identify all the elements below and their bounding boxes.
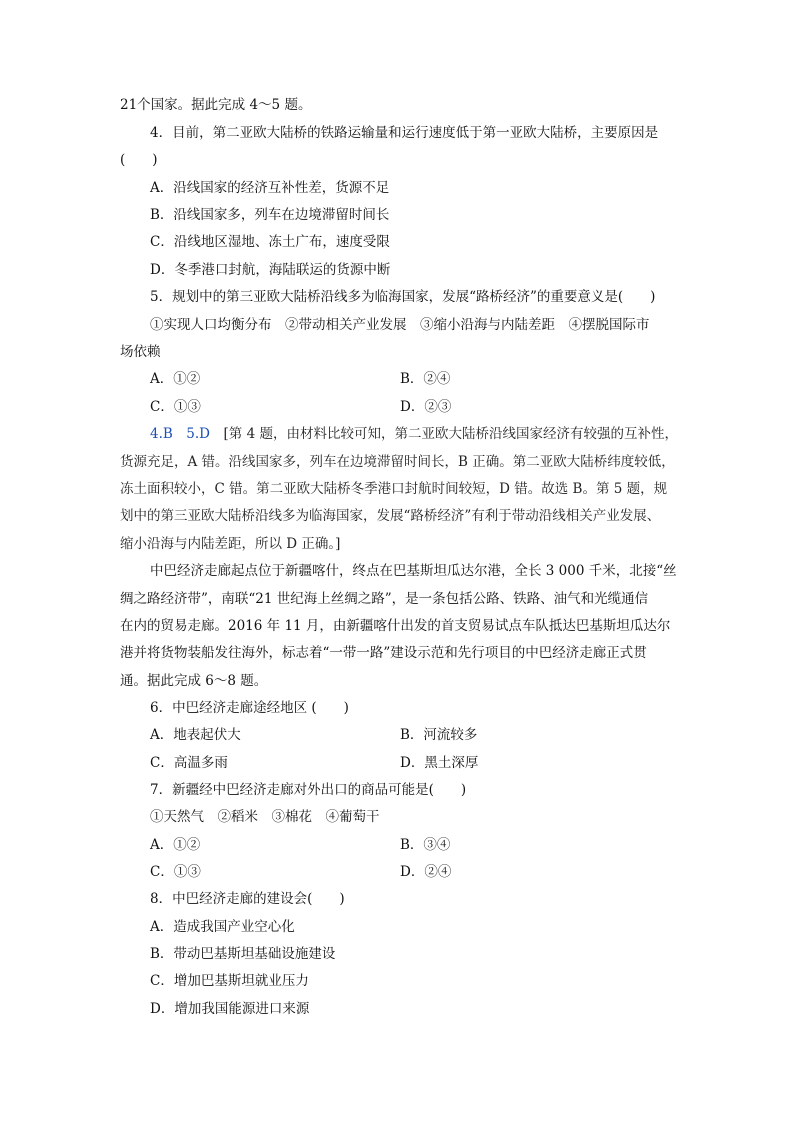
q7-option-a: A．①② xyxy=(150,837,201,853)
q5-items-line2: 场依赖 xyxy=(120,344,161,360)
q4-answer-paren: ( ) xyxy=(120,152,158,168)
passage-line-4: 港并将货物装船发往海外，标志着“一带一路”建设示范和先行项目的中巴经济走廊正式贯 xyxy=(120,645,647,661)
q4-option-d: D．冬季港口封航，海陆联运的货源中断 xyxy=(150,262,391,278)
q5-option-d: D．②③ xyxy=(400,399,452,415)
q6-stem: 6．中巴经济走廊途经地区 ( ) xyxy=(150,700,349,716)
q7-option-c: C．①③ xyxy=(150,864,201,880)
q4-option-b: B．沿线国家多，列车在边境滞留时间长 xyxy=(150,207,390,223)
q7-option-b: B．③④ xyxy=(400,837,451,853)
q4-option-c: C．沿线地区湿地、冻土广布，速度受限 xyxy=(150,234,390,250)
q8-option-b: B．带动巴基斯坦基础设施建设 xyxy=(150,946,336,962)
q7-option-d: D．②④ xyxy=(400,864,452,880)
passage-line-5: 通。据此完成 6～8 题。 xyxy=(120,673,268,689)
q7-stem: 7．新疆经中巴经济走廊对外出口的商品可能是( ) xyxy=(150,782,467,798)
q6-option-b: B．河流较多 xyxy=(400,727,478,743)
q5-stem: 5．规划中的第三亚欧大陆桥沿线多为临海国家，发展“路桥经济”的重要意义是( ) xyxy=(150,289,656,305)
q4-option-a: A．沿线国家的经济互补性差，货源不足 xyxy=(150,180,390,196)
q8-option-a: A．造成我国产业空心化 xyxy=(150,919,295,935)
answer-line-5: 缩小沿海与内陆差距，所以 D 正确。] xyxy=(120,536,341,552)
q5-option-b: B．②④ xyxy=(400,371,451,387)
answer-line-4: 划中的第三亚欧大陆桥沿线多为临海国家，发展“路桥经济”有利于带动沿线相关产业发展、 xyxy=(120,508,661,524)
q7-items: ①天然气 ②稻米 ③棉花 ④葡萄干 xyxy=(150,809,380,825)
q5-option-c: C．①③ xyxy=(150,399,201,415)
q6-option-c: C．高温多雨 xyxy=(150,755,228,771)
answer-key: 4.B 5.D xyxy=(150,426,211,442)
answer-line-2: 货源充足，A 错。沿线国家多，列车在边境滞留时间长，B 正确。第二亚欧大陆桥纬度较低， xyxy=(120,454,675,470)
passage-line-2: 绸之路经济带”，南联“21 世纪海上丝绸之路”，是一条包括公路、铁路、油气和光缆通信 xyxy=(120,591,649,607)
q4-stem: 4．目前，第二亚欧大陆桥的铁路运输量和运行速度低于第一亚欧大陆桥，主要原因是 xyxy=(150,125,659,141)
q5-items-line1: ①实现人口均衡分布 ②带动相关产业发展 ③缩小沿海与内陆差距 ④摆脱国际市 xyxy=(150,317,650,333)
q8-stem: 8．中巴经济走廊的建设会( ) xyxy=(150,891,345,907)
answer-line-1: [第 4 题，由材料比较可知，第二亚欧大陆桥沿线国家经济有较强的互补性， xyxy=(223,426,678,442)
answer-4-5-first-line xyxy=(150,425,678,443)
intro-tail: 21个国家。据此完成 4～5 题。 xyxy=(120,97,312,113)
passage-line-1: 中巴经济走廊起点位于新疆喀什，终点在巴基斯坦瓜达尔港，全长 3 000 千米，北接“丝 xyxy=(150,563,677,579)
passage-line-3: 在内的贸易走廊。2016 年 11 月，由新疆喀什出发的首支贸易试点车队抵达巴基斯坦瓜达尔 xyxy=(120,618,671,634)
q8-option-d: D．增加我国能源进口来源 xyxy=(150,1001,310,1017)
q6-option-d: D．黑土深厚 xyxy=(400,755,479,771)
q6-option-a: A．地表起伏大 xyxy=(150,727,241,743)
answer-line-3: 冻土面积较小，C 错。第二亚欧大陆桥冬季港口封航时间较短，D 错。故选 B。第 5 题，规 xyxy=(120,481,668,497)
q8-option-c: C．增加巴基斯坦就业压力 xyxy=(150,973,309,989)
q5-option-a: A．①② xyxy=(150,371,201,387)
